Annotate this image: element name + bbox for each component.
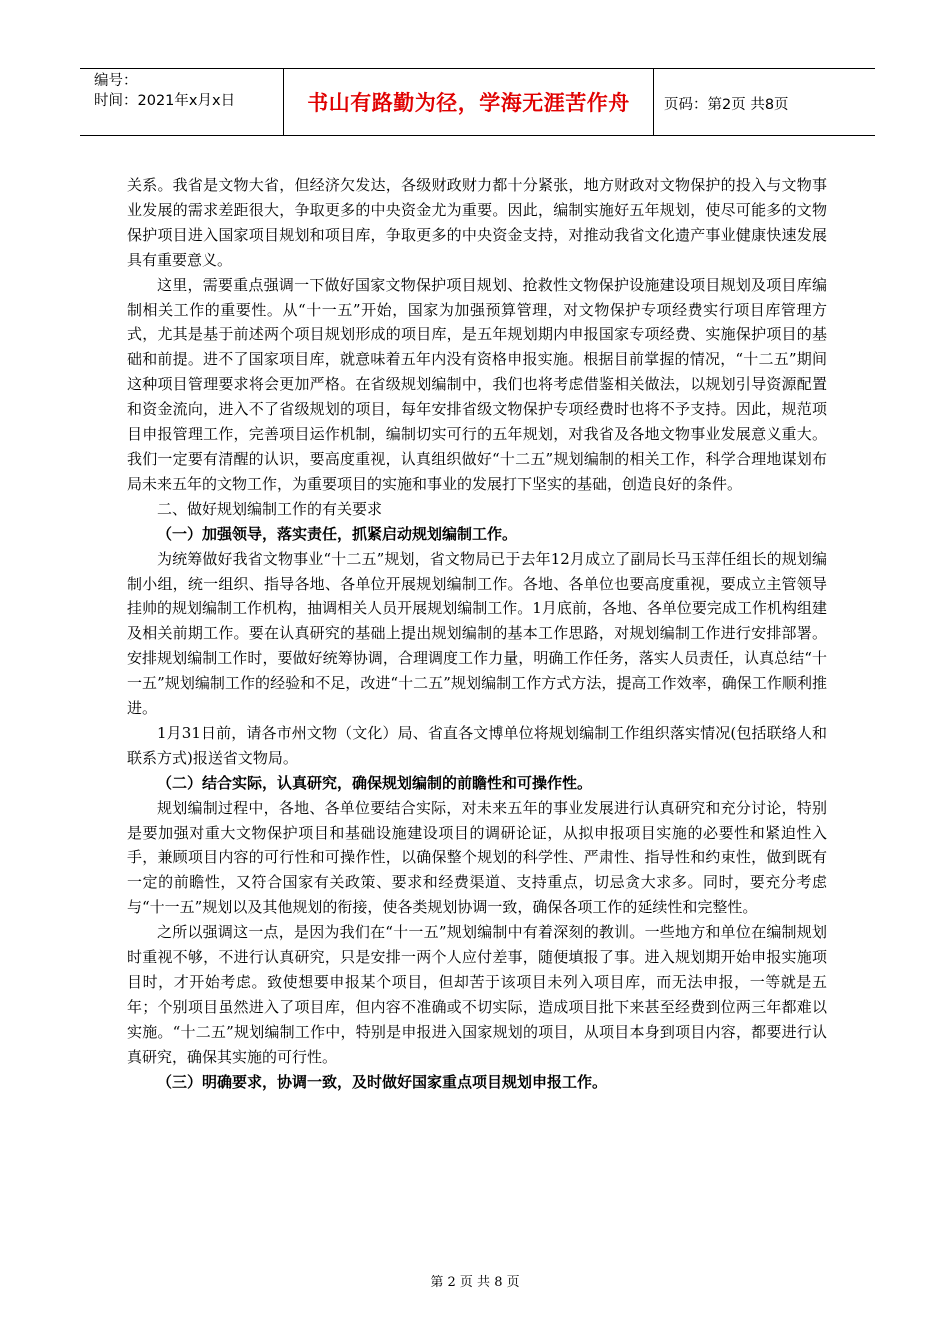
page-header — [80, 68, 875, 136]
header-page-cell — [654, 69, 875, 135]
subsection-heading: （三）明确要求，协调一致，及时做好国家重点项目规划申报工作。 — [157, 1072, 608, 1091]
body-paragraph: 1月31日前，请各市州文物（文化）局、省直各文博单位将规划编制工作组织落实情况(包括联络人和联系方式)报送省文物局。 — [127, 723, 827, 767]
header-motto-cell — [284, 69, 654, 135]
serial-number-label: 编号： — [94, 73, 138, 89]
document-body — [127, 173, 827, 1095]
motto-text: 书山有路勤为径，学海无涯苦作舟 — [307, 91, 630, 115]
body-paragraph: 为统筹做好我省文物事业“十二五”规划，省文物局已于去年12月成立了副局长马玉萍任组长的规划编制小组，统一组织、指导各地、各单位开展规划编制工作。各地、各单位也要高度重视，要成立主管领导挂帅的规划编制工作机构，抽调相关人员开展规划编制工作。1月底前，各地、各单位要完成工作机构组建及相关前期工作。要在认真研究的基础上提出规划编制的基本工作思路，对规划编制工作进行安排部署。安排规划编制工作时，要做好统筹协调，合理调度工作力量，明确工作任务，落实人员责任，认真总结“十一五”规划编制工作的经验和不足，改进“十二五”规划编制工作方式方法，提高工作效率，确保工作顺利推进。 — [127, 549, 827, 718]
subsection-heading: （一）加强领导，落实责任，抓紧启动规划编制工作。 — [157, 524, 518, 543]
subsection-heading: （二）结合实际，认真研究，确保规划编制的前瞻性和可操作性。 — [157, 773, 593, 792]
section-heading: 二、做好规划编制工作的有关要求 — [157, 499, 383, 518]
body-paragraph: 之所以强调这一点，是因为我们在“十一五”规划编制中有着深刻的教训。一些地方和单位在编制规划时重视不够，不进行认真研究，只是安排一两个人应付差事，随便填报了事。进入规划期开始申报实施项目时，才开始考虑。致使想要申报某个项目，但却苦于该项目未列入项目库，而无法申报，一等就是五年；个别项目虽然进入了项目库，但内容不准确或不切实际，造成项目批下来甚至经费到位两三年都难以实施。“十二五”规划编制工作中，特别是申报进入国家规划的项目，从项目本身到项目内容，都要进行认真研究，确保其实施的可行性。 — [127, 923, 827, 1066]
body-paragraph: 关系。我省是文物大省，但经济欠发达，各级财政财力都十分紧张，地方财政对文物保护的投入与文物事业发展的需求差距很大，争取更多的中央资金尤为重要。因此，编制实施好五年规划，使尽可能多的文物保护项目进入国家项目规划和项目库，争取更多的中央资金支持，对推动我省文化遗产事业健康快速发展具有重要意义。 — [127, 176, 827, 269]
page-footer: 第 2 页 共 8 页 — [430, 1275, 520, 1290]
body-paragraph: 这里，需要重点强调一下做好国家文物保护项目规划、抢救性文物保护设施建设项目规划及项目库编制相关工作的重要性。从“十一五”开始，国家为加强预算管理，对文物保护专项经费实行项目库管理方式，尤其是基于前述两个项目规划形成的项目库，是五年规划期内申报国家专项经费、实施保护项目的基础和前提。进不了国家项目库，就意味着五年内没有资格申报实施。根据目前掌握的情况，“十二五”期间这种项目管理要求将会更加严格。在省级规划编制中，我们也将考虑借鉴相关做法，以规划引导资源配置和资金流向，进入不了省级规划的项目，每年安排省级文物保护专项经费时也将不予支持。因此，规范项目申报管理工作，完善项目运作机制，编制切实可行的五年规划，对我省及各地文物事业发展意义重大。我们一定要有清醒的认识，要高度重视，认真组织做好“十二五”规划编制的相关工作，科学合理地谋划布局未来五年的文物工作，为重要项目的实施和事业的发展打下坚实的基础，创造良好的条件。 — [127, 275, 827, 493]
page-number-label: 页码：第2页 共8页 — [664, 97, 789, 113]
header-meta-cell — [80, 69, 284, 135]
body-paragraph: 规划编制过程中，各地、各单位要结合实际，对未来五年的事业发展进行认真研究和充分讨论，特别是要加强对重大文物保护项目和基础设施建设项目的调研论证，从拟申报项目实施的必要性和紧迫性入手，兼顾项目内容的可行性和可操作性，以确保整个规划的科学性、严肃性、指导性和约束性，做到既有一定的前瞻性，又符合国家有关政策、要求和经费渠道、支持重点，切忌贪大求多。同时，要充分考虑与“十一五”规划以及其他规划的衔接，使各类规划协调一致，确保各项工作的延续性和完整性。 — [127, 798, 827, 917]
date-label: 时间：2021年x月x日 — [94, 93, 236, 109]
